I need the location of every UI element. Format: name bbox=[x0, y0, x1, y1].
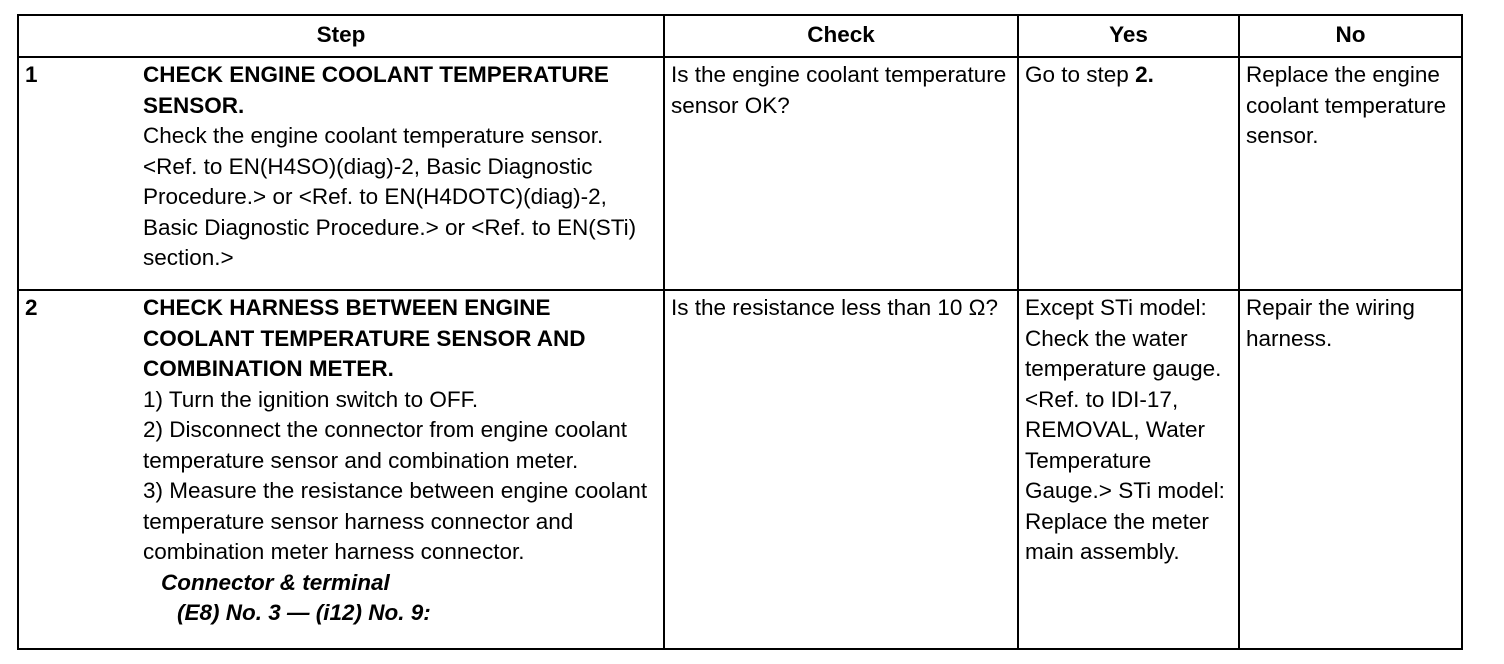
no-cell: Repair the wiring harness. bbox=[1239, 290, 1462, 649]
yes-cell bbox=[1018, 57, 1239, 290]
step-instruction: 3) Measure the resistance between engine coolant temperature sensor harness connector and combination meter harness connector. bbox=[143, 478, 648, 564]
check-cell: Is the engine coolant temperature sensor OK? bbox=[664, 57, 1018, 290]
step-title: CHECK HARNESS BETWEEN ENGINE COOLANT TEMPERATURE SENSOR AND COMBINATION METER. bbox=[143, 295, 586, 381]
diagnostic-table bbox=[17, 14, 1463, 650]
header-step: Step bbox=[18, 15, 664, 57]
yes-cell: Except STi model: Check the water temperature gauge. <Ref. to IDI-17, REMOVAL, Water Temperature Gauge.> STi model: Replace the meter main assembly. bbox=[1018, 290, 1239, 649]
step-instruction: 1) Turn the ignition switch to OFF. bbox=[143, 386, 479, 412]
table-row bbox=[18, 290, 1462, 649]
step-instruction: 2) Disconnect the connector from engine coolant temperature sensor and combination meter. bbox=[143, 417, 628, 473]
no-cell: Replace the engine coolant temperature sensor. bbox=[1239, 57, 1462, 290]
step-cell bbox=[18, 57, 664, 290]
step-instruction: Check the engine coolant temperature sensor. <Ref. to EN(H4SO)(diag)-2, Basic Diagnostic Procedure.> or <Ref. to EN(H4DOTC)(diag)-2, Basic Diagnostic Procedure.> or <Ref. to EN(STi) section.> bbox=[143, 123, 637, 270]
header-row bbox=[18, 15, 1462, 57]
table-row bbox=[18, 57, 1462, 290]
yes-text: Go to step bbox=[1025, 62, 1136, 87]
connector-label: Connector & terminal bbox=[161, 569, 390, 595]
header-check: Check bbox=[664, 15, 1018, 57]
yes-step-ref: 2. bbox=[1135, 62, 1154, 87]
step-number: 2 bbox=[25, 295, 38, 320]
header-no: No bbox=[1239, 15, 1462, 57]
step-title: CHECK ENGINE COOLANT TEMPERATURE SENSOR. bbox=[143, 62, 609, 118]
step-number: 1 bbox=[25, 62, 38, 87]
header-yes: Yes bbox=[1018, 15, 1239, 57]
step-cell bbox=[18, 290, 664, 649]
connector-value: (E8) No. 3 — (i12) No. 9: bbox=[177, 600, 431, 625]
check-cell: Is the resistance less than 10 Ω? bbox=[664, 290, 1018, 649]
